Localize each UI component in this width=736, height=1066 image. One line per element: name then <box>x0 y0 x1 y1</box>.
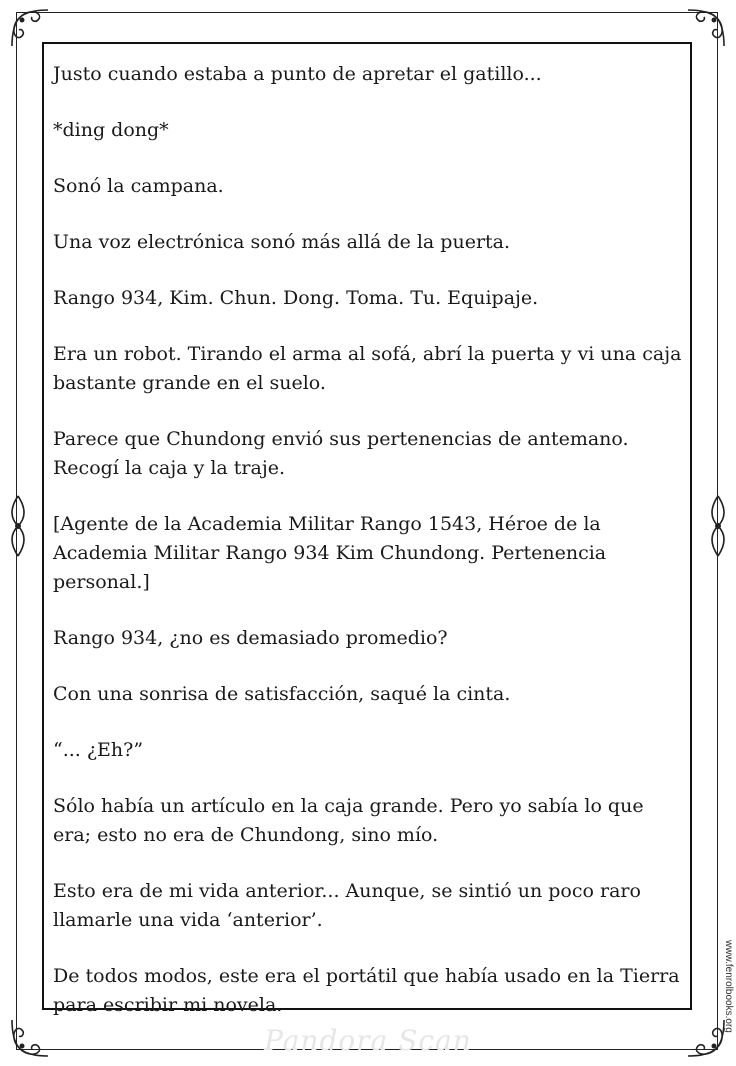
paragraph: “... ¿Eh?” <box>53 739 144 761</box>
side-ornament-right <box>704 494 732 558</box>
paragraph: Rango 934, ¿no es demasiado promedio? <box>53 627 448 649</box>
paragraph: Sólo había un artículo en la caja grande. Pero yo sabía lo que era; esto no era de Chundong, sino mío. <box>53 795 644 846</box>
story-text <box>53 60 683 1047</box>
paragraph: [Agente de la Academia Militar Rango 1543, Héroe de la Academia Militar Rango 934 Kim Chundong. Pertenencia personal.] <box>53 513 607 593</box>
paragraph: Era un robot. Tirando el arma al sofá, abrí la puerta y vi una caja bastante grande en el suelo. <box>53 343 682 394</box>
paragraph: Una voz electrónica sonó más allá de la puerta. <box>53 231 511 253</box>
paragraph: *ding dong* <box>53 119 169 141</box>
paragraph: Sonó la campana. <box>53 175 224 197</box>
paragraph: Esto era de mi vida anterior... Aunque, se sintió un poco raro llamarle una vida ‘anterior’. <box>53 880 641 931</box>
paragraph: De todos modos, este era el portátil que había usado en la Tierra para escribir mi novela. <box>53 965 680 1016</box>
side-ornament-left <box>4 494 32 558</box>
paragraph: Parece que Chundong envió sus pertenencias de antemano. Recogí la caja y la traje. <box>53 428 629 479</box>
paragraph: Con una sonrisa de satisfacción, saqué la cinta. <box>53 683 511 705</box>
corner-ornament-top-right <box>684 6 728 50</box>
paragraph: Justo cuando estaba a punto de apretar el gatillo... <box>53 63 542 85</box>
side-url-text: www.fenrolbooks.org <box>723 940 734 1033</box>
corner-ornament-top-left <box>8 6 52 50</box>
paragraph: Rango 934, Kim. Chun. Dong. Toma. Tu. Equipaje. <box>53 287 539 309</box>
watermark: Pandora Scan <box>264 1024 472 1057</box>
